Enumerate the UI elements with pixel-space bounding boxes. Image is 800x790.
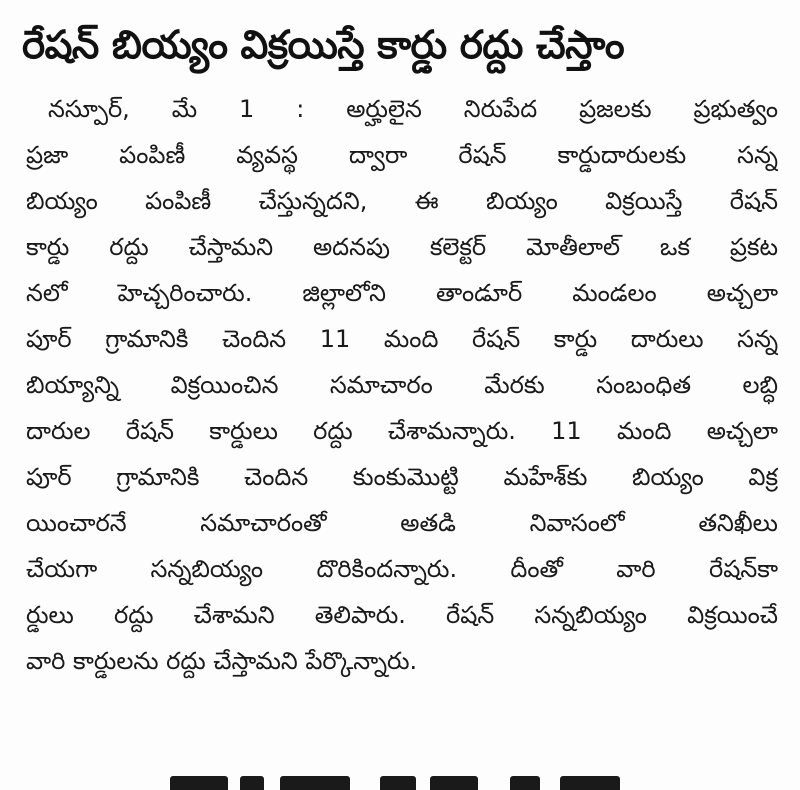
article-line: ప్రజా పంపిణీ వ్యవస్థ ద్వారా రేషన్ కార్డుదారులకు సన్న xyxy=(26,141,778,169)
article-line: వారి కార్డులను రద్దు చేస్తామని పేర్కొన్నారు. xyxy=(26,647,418,675)
article-line: నస్పూర్, మే 1 : అర్హులైన నిరుపేద ప్రజలకు ప్రభుత్వం xyxy=(48,95,778,123)
article-line: బియ్యం పంపిణీ చేస్తున్నదని, ఈ బియ్యం విక్రయిస్తే రేషన్ xyxy=(26,187,778,215)
article-line: కార్డు రద్దు చేస్తామని అదనపు కలెక్టర్ మోతీలాల్ ఒక ప్రకట xyxy=(26,233,778,261)
article-headline: రేషన్ బియ్యం విక్రయిస్తే కార్డు రద్దు చేస్తాం xyxy=(22,23,625,68)
article-line: చేయగా సన్నబియ్యం దొరికిందన్నారు. దీంతో వారి రేషన్‌కా xyxy=(26,555,778,583)
article-line: బియ్యాన్ని విక్రయించిన సమాచారం మేరకు సంబంధిత లబ్ధి xyxy=(26,371,778,399)
article-body xyxy=(26,86,778,684)
cropped-next-headline xyxy=(130,770,690,790)
article-line: పూర్ గ్రామానికి చెందిన 11 మంది రేషన్ కార్డు దారులు సన్న xyxy=(26,325,778,353)
article-line: నలో హెచ్చరించారు. జిల్లాలోని తాండూర్ మండలం అచ్చలా xyxy=(26,279,778,307)
article-line: ర్డులు రద్దు చేశామని తెలిపారు. రేషన్ సన్నబియ్యం విక్రయించే xyxy=(26,601,778,629)
article-line: పూర్ గ్రామానికి చెందిన కుంకుమొట్టి మహేశ్‌కు బియ్యం విక్ర xyxy=(26,463,778,491)
article-line: దారుల రేషన్ కార్డులు రద్దు చేశామన్నారు. 11 మంది అచ్చలా xyxy=(26,417,778,445)
article-line: యించారనే సమాచారంతో అతడి నివాసంలో తనిఖీలు xyxy=(26,509,778,537)
